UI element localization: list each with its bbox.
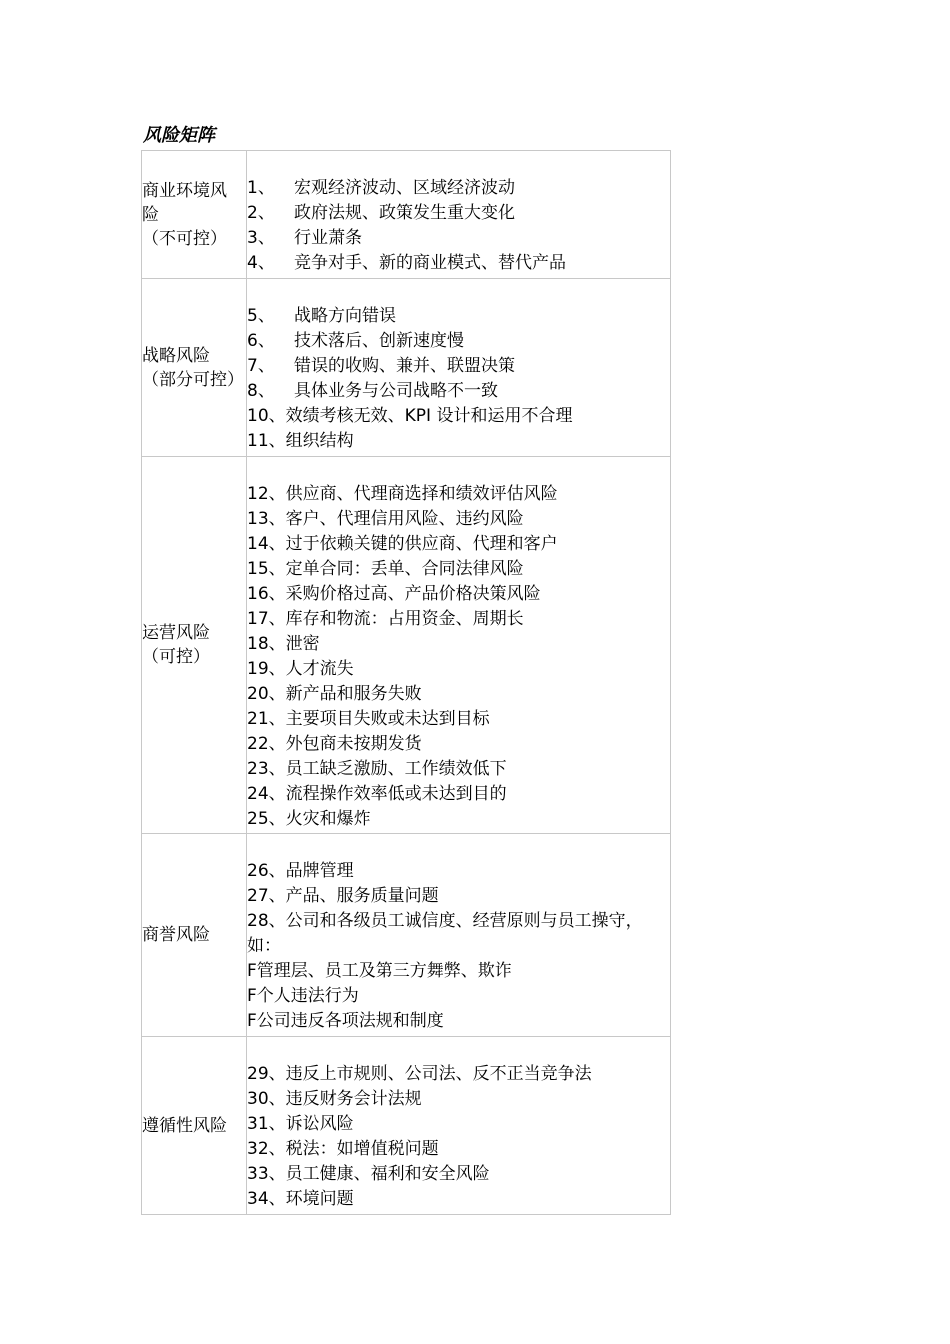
risk-item-number: 17、 <box>247 609 286 629</box>
risk-item-number: 19、 <box>247 659 286 679</box>
risk-item-text: 品牌管理 <box>285 861 354 881</box>
risk-item-number: F <box>247 986 257 1006</box>
risk-item <box>247 557 670 582</box>
risk-row <box>142 457 671 834</box>
risk-item-number: 13、 <box>247 509 286 529</box>
risk-item-text: 效绩考核无效、KPI 设计和运用不合理 <box>285 406 573 426</box>
risk-row <box>142 834 671 1037</box>
risk-item-text: 技术落后、创新速度慢 <box>294 331 464 351</box>
risk-item-text: 客户、代理信用风险、违约风险 <box>285 509 524 529</box>
risk-item-text: 税法：如增值税问题 <box>285 1139 439 1159</box>
risk-item-number: 10、 <box>247 406 286 426</box>
risk-item <box>247 607 670 632</box>
risk-item <box>247 429 670 454</box>
risk-item-text: 竞争对手、新的商业模式、替代产品 <box>294 253 566 273</box>
risk-item-number: 8、 <box>247 381 275 401</box>
risk-item-text: 行业萧条 <box>294 228 362 248</box>
risk-item-text: 流程操作效率低或未达到目的 <box>285 784 507 804</box>
risk-item <box>247 909 670 934</box>
risk-item <box>247 934 670 959</box>
risk-item-number: 32、 <box>247 1139 286 1159</box>
risk-category-cell <box>142 151 247 279</box>
risk-item <box>247 507 670 532</box>
risk-item-number: 21、 <box>247 709 286 729</box>
risk-item-number: 20、 <box>247 684 286 704</box>
risk-item <box>247 859 670 884</box>
risk-item-number: 28、 <box>247 911 286 931</box>
page-title: 风险矩阵 <box>143 125 215 146</box>
risk-item-text: 泄密 <box>285 634 320 654</box>
risk-item-number: 3、 <box>247 228 275 248</box>
risk-item-number: 33、 <box>247 1164 286 1184</box>
risk-item-text: 员工健康、福利和安全风险 <box>285 1164 490 1184</box>
risk-matrix-table <box>141 150 671 1215</box>
risk-category-label: 运营风险 <box>142 623 210 643</box>
risk-item-text: 人才流失 <box>285 659 354 679</box>
risk-item-text: 主要项目失败或未达到目标 <box>285 709 490 729</box>
risk-item <box>247 532 670 557</box>
risk-item <box>247 1112 670 1137</box>
risk-item-text: 如： <box>247 936 281 956</box>
risk-item-number: 11、 <box>247 431 286 451</box>
risk-item-text: 供应商、代理商选择和绩效评估风险 <box>285 484 558 504</box>
risk-item-number: F <box>247 1011 257 1031</box>
risk-item-number: 31、 <box>247 1114 286 1134</box>
risk-item-text: 新产品和服务失败 <box>285 684 422 704</box>
risk-item <box>247 251 670 276</box>
risk-item-text: 采购价格过高、产品价格决策风险 <box>285 584 541 604</box>
risk-category-label: （不可控） <box>142 228 227 249</box>
risk-item <box>247 707 670 732</box>
risk-item-text: 违反上市规则、公司法、反不正当竞争法 <box>285 1064 592 1084</box>
risk-category-label: 遵循性风险 <box>142 1115 227 1136</box>
risk-item <box>247 176 670 201</box>
risk-item-number: 24、 <box>247 784 286 804</box>
risk-item-number: 30、 <box>247 1089 286 1109</box>
risk-item-number: 7、 <box>247 356 275 376</box>
risk-item-text: 火灾和爆炸 <box>285 809 371 829</box>
risk-category-label: 战略风险 <box>142 345 210 366</box>
risk-category-label: （部分可控） <box>142 369 244 390</box>
risk-item <box>247 732 670 757</box>
risk-item-text: 公司违反各项法规和制度 <box>256 1011 444 1031</box>
risk-item <box>247 201 670 226</box>
risk-item-text: 库存和物流：占用资金、周期长 <box>285 609 524 629</box>
risk-item-number: 34、 <box>247 1189 286 1209</box>
risk-row <box>142 151 671 279</box>
risk-category-cell <box>142 834 247 1037</box>
risk-item-text: 组织结构 <box>285 431 354 451</box>
risk-item-text: 政府法规、政策发生重大变化 <box>294 203 515 223</box>
risk-category-cell <box>142 1037 247 1215</box>
risk-item <box>247 1162 670 1187</box>
risk-item-number: 12、 <box>247 484 286 504</box>
risk-item-text: 过于依赖关键的供应商、代理和客户 <box>285 534 558 554</box>
risk-item-number: F <box>247 961 257 981</box>
risk-item-text: 错误的收购、兼并、联盟决策 <box>294 356 515 376</box>
risk-item-number: 25、 <box>247 809 286 829</box>
risk-items-cell <box>247 457 671 834</box>
risk-item-number: 29、 <box>247 1064 286 1084</box>
risk-item <box>247 304 670 329</box>
risk-item <box>247 884 670 909</box>
risk-item-number: 16、 <box>247 584 286 604</box>
risk-item <box>247 682 670 707</box>
risk-item <box>247 757 670 782</box>
risk-item <box>247 984 670 1009</box>
risk-item <box>247 226 670 251</box>
risk-item <box>247 379 670 404</box>
risk-item-number: 27、 <box>247 886 286 906</box>
risk-item <box>247 782 670 807</box>
risk-item-text: 战略方向错误 <box>294 306 396 326</box>
risk-items-cell <box>247 151 671 279</box>
risk-item-text: 外包商未按期发货 <box>285 734 422 754</box>
risk-category-label: 险 <box>142 204 159 225</box>
risk-item-number: 18、 <box>247 634 286 654</box>
risk-items-cell <box>247 1037 671 1215</box>
risk-matrix-body <box>142 151 671 1215</box>
risk-item <box>247 1087 670 1112</box>
risk-item-text: 管理层、员工及第三方舞弊、欺诈 <box>256 961 512 981</box>
risk-category-label: 商业环境风 <box>142 180 227 201</box>
risk-category-label: 商誉风险 <box>142 925 210 945</box>
risk-row <box>142 279 671 457</box>
risk-item-number: 2、 <box>247 203 275 223</box>
risk-item-text: 产品、服务质量问题 <box>285 886 439 906</box>
risk-item-text: 公司和各级员工诚信度、经营原则与员工操守， <box>285 911 643 931</box>
risk-item-number: 22、 <box>247 734 286 754</box>
risk-item-text: 员工缺乏激励、工作绩效低下 <box>285 759 507 779</box>
risk-item-text: 定单合同：丢单、合同法律风险 <box>285 559 524 579</box>
risk-item-number: 14、 <box>247 534 286 554</box>
risk-item-text: 违反财务会计法规 <box>285 1089 422 1109</box>
risk-item-number: 26、 <box>247 861 286 881</box>
risk-item-number: 4、 <box>247 253 275 273</box>
risk-category-cell <box>142 279 247 457</box>
risk-item <box>247 1009 670 1034</box>
risk-item-text: 个人违法行为 <box>256 986 359 1006</box>
risk-item <box>247 582 670 607</box>
risk-item-text: 环境问题 <box>285 1189 354 1209</box>
risk-item-number: 15、 <box>247 559 286 579</box>
risk-item <box>247 354 670 379</box>
risk-item <box>247 404 670 429</box>
risk-item <box>247 1137 670 1162</box>
risk-item <box>247 959 670 984</box>
risk-row <box>142 1037 671 1215</box>
risk-item <box>247 807 670 832</box>
risk-item-text: 宏观经济波动、区域经济波动 <box>294 178 515 198</box>
risk-item-text: 具体业务与公司战略不一致 <box>294 381 498 401</box>
risk-item-number: 6、 <box>247 331 275 351</box>
risk-item <box>247 482 670 507</box>
risk-items-cell <box>247 834 671 1037</box>
risk-item-number: 23、 <box>247 759 286 779</box>
risk-item <box>247 1187 670 1212</box>
risk-item <box>247 1062 670 1087</box>
risk-items-cell <box>247 279 671 457</box>
risk-item <box>247 329 670 354</box>
risk-item-number: 1、 <box>247 178 275 198</box>
risk-item <box>247 657 670 682</box>
risk-item <box>247 632 670 657</box>
risk-item-number: 5、 <box>247 306 275 326</box>
risk-category-cell <box>142 457 247 834</box>
risk-item-text: 诉讼风险 <box>285 1114 354 1134</box>
risk-category-label: （可控） <box>142 647 210 667</box>
